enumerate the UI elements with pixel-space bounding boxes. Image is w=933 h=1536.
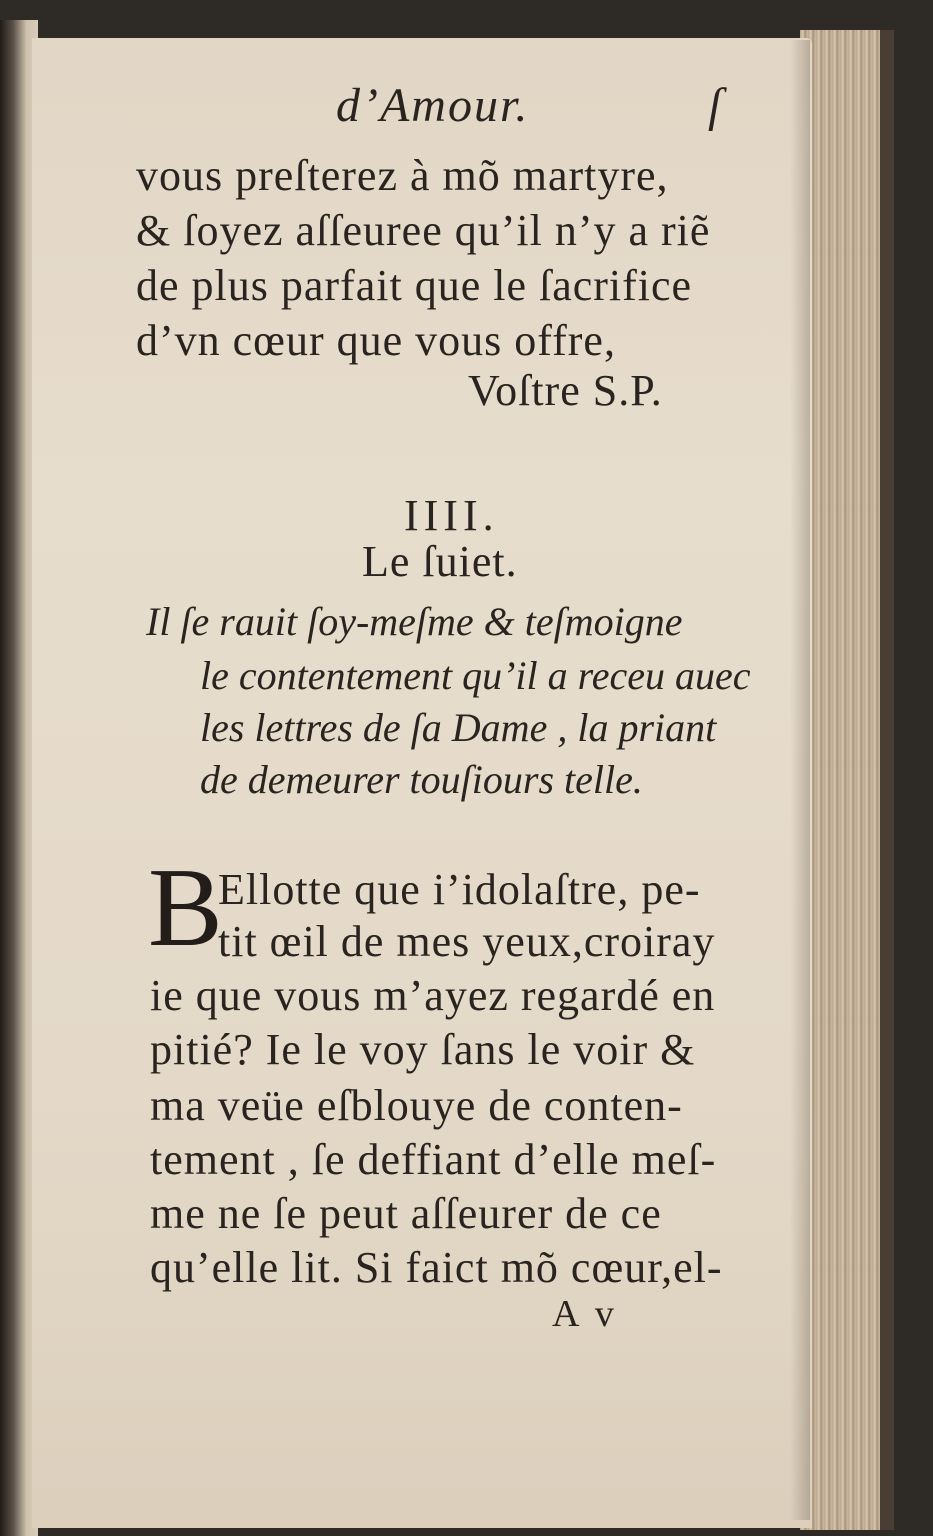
drop-cap: B xyxy=(148,846,223,970)
page-folio: ſ xyxy=(708,79,722,132)
argument-line: les lettres de ſa Dame , la priant xyxy=(200,705,717,750)
letter-line: & ſoyez aſſeuree qu’il n’y a riẽ xyxy=(136,206,711,255)
body-line: pitié? Ie le voy ſans le voir & xyxy=(150,1025,696,1074)
letter-line: de plus parfait que le ſacrifice xyxy=(136,261,693,310)
argument-line: le contentement qu’il a receu auec xyxy=(200,653,751,698)
body-line: ma veüe eſblouye de conten- xyxy=(150,1081,683,1130)
argument-line: de demeurer touſiours telle. xyxy=(200,757,643,802)
letter-signature: Voſtre S.P. xyxy=(468,366,663,415)
section-number: IIII. xyxy=(404,491,499,540)
fore-edge-pages xyxy=(800,30,894,1530)
running-head: d’Amour. xyxy=(336,79,530,132)
body-line: me ne ſe peut aſſeurer de ce xyxy=(150,1189,662,1238)
body-line: ie que vous m’ayez regardé en xyxy=(150,971,716,1020)
body-line: tit œil de mes yeux,croiray xyxy=(218,917,716,966)
page-gutter-shadow xyxy=(790,40,810,1520)
body-line: tement , ſe deffiant d’elle meſ- xyxy=(150,1135,717,1184)
body-line: qu’elle lit. Si faict mõ cœur,el- xyxy=(150,1243,723,1292)
signature-mark: A v xyxy=(552,1293,618,1335)
letter-line: d’vn cœur que vous offre, xyxy=(136,316,616,365)
argument-line: Il ſe rauit ſoy-meſme & teſmoigne xyxy=(146,599,683,644)
letter-line: vous preſterez à mõ martyre, xyxy=(136,151,669,200)
section-title: Le ſuiet. xyxy=(362,537,518,586)
body-line: Ellotte que i’idolaſtre, pe- xyxy=(218,865,701,914)
